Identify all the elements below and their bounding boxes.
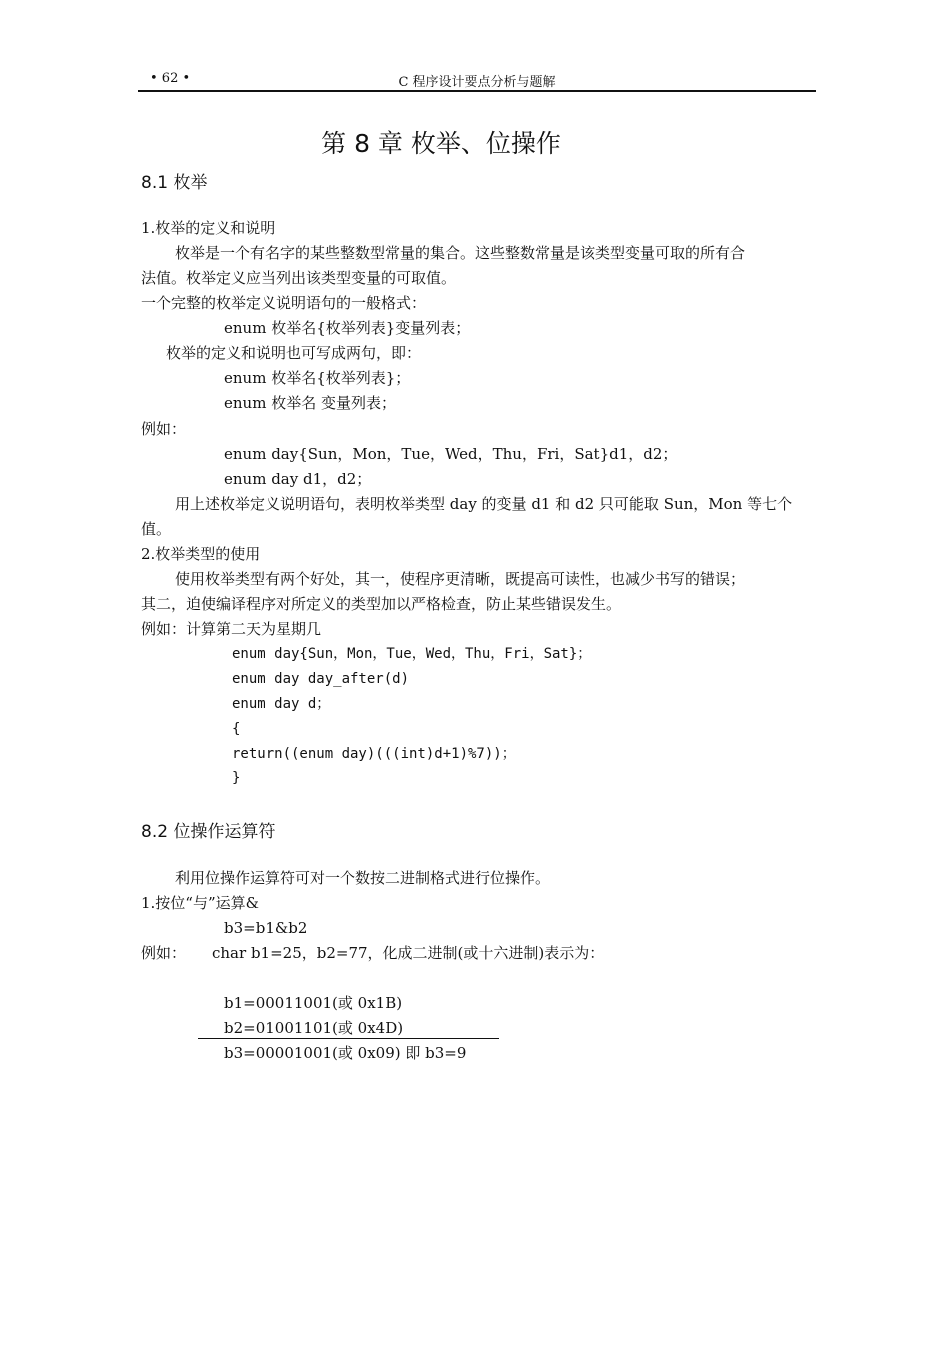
page-number: • 62 • bbox=[150, 71, 191, 86]
example-label: 例如： bbox=[141, 944, 187, 962]
code-line: { bbox=[232, 721, 241, 737]
paragraph-line: 值。 bbox=[141, 520, 172, 538]
binary-line-b1: b1=00011001(或 0x1B) bbox=[224, 994, 403, 1012]
paragraph-line: 其二，迫使编译程序对所定义的类型加以严格检查，防止某些错误发生。 bbox=[141, 595, 622, 613]
code-line: enum day{Sun，Mon，Tue，Wed，Thu，Fri，Sat}； bbox=[232, 646, 592, 662]
code-line: enum day{Sun，Mon，Tue，Wed，Thu，Fri，Sat}d1，d2； bbox=[224, 445, 678, 463]
paragraph-line: 用上述枚举定义说明语句，表明枚举类型 day 的变量 d1 和 d2 只可能取 Sun，Mon 等七个 bbox=[175, 495, 793, 513]
code-line: } bbox=[232, 770, 241, 786]
paragraph-line: 利用位操作运算符可对一个数按二进制格式进行位操作。 bbox=[175, 869, 551, 887]
subheading-bitwise-and: 1.按位“与”运算& bbox=[141, 894, 260, 912]
paragraph-line: 枚举的定义和说明也可写成两句，即： bbox=[166, 344, 422, 362]
calculation-rule bbox=[198, 1038, 499, 1039]
chapter-title: 第 8 章 枚举、位操作 bbox=[321, 129, 561, 158]
syntax-line: enum 枚举名{枚举列表}变量列表； bbox=[224, 319, 471, 337]
example-label: 例如：计算第二天为星期几 bbox=[141, 620, 322, 638]
section-heading-8-2: 8.2 位操作运算符 bbox=[141, 822, 276, 842]
code-line: enum day d1，d2； bbox=[224, 470, 372, 488]
section-heading-8-1: 8.1 枚举 bbox=[141, 173, 208, 193]
syntax-line: enum 枚举名 变量列表； bbox=[224, 394, 396, 412]
paragraph-line: 法值。枚举定义应当列出该类型变量的可取值。 bbox=[141, 269, 457, 287]
code-line: enum day d； bbox=[232, 696, 331, 712]
syntax-line: enum 枚举名{枚举列表}； bbox=[224, 369, 411, 387]
paragraph-line: 一个完整的枚举定义说明语句的一般格式： bbox=[141, 294, 427, 312]
subheading-enum-usage: 2.枚举类型的使用 bbox=[141, 545, 261, 563]
binary-line-b2: b2=01001101(或 0x4D) bbox=[224, 1019, 404, 1037]
example-text: char b1=25，b2=77，化成二进制(或十六进制)表示为： bbox=[212, 944, 605, 962]
running-header bbox=[138, 70, 816, 92]
code-line: enum day day_after(d) bbox=[232, 671, 410, 687]
code-line: return((enum day)(((int)d+1)%7))； bbox=[232, 746, 516, 762]
formula-line: b3=b1&b2 bbox=[224, 919, 308, 937]
book-title: C 程序设计要点分析与题解 bbox=[398, 75, 556, 90]
example-label: 例如： bbox=[141, 420, 187, 438]
paragraph-line: 枚举是一个有名字的某些整数型常量的集合。这些整数常量是该类型变量可取的所有合 bbox=[175, 244, 746, 262]
subheading-enum-definition: 1.枚举的定义和说明 bbox=[141, 219, 276, 237]
paragraph-line: 使用枚举类型有两个好处，其一，使程序更清晰，既提高可读性，也减少书写的错误； bbox=[175, 570, 746, 588]
binary-line-b3: b3=00001001(或 0x09) 即 b3=9 bbox=[224, 1044, 467, 1062]
